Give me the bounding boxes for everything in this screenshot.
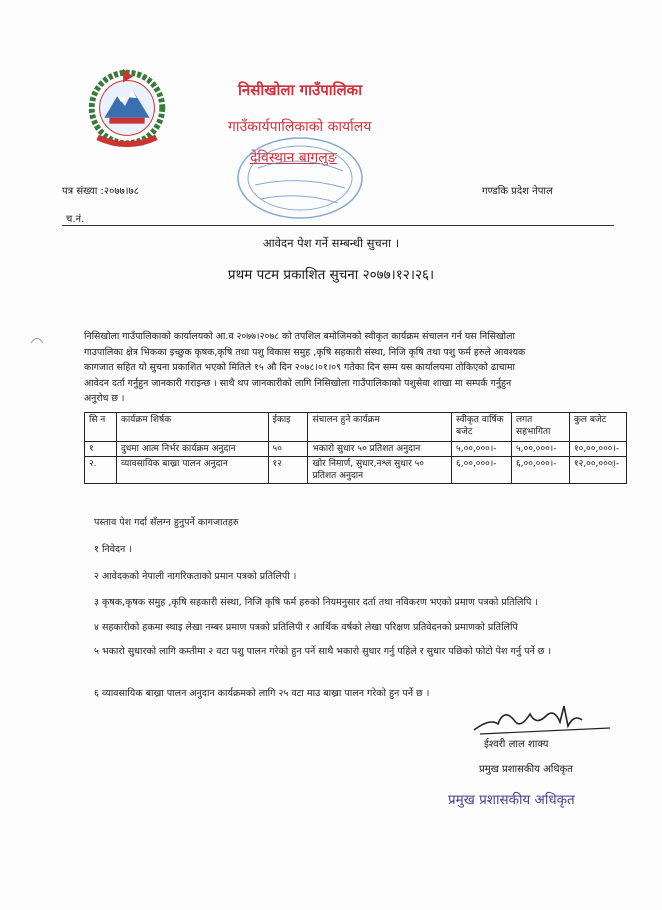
- municipality-emblem-icon: [78, 60, 176, 152]
- table-cell: भकारो सुधार ५० प्रतिशत अनुदान: [308, 442, 452, 457]
- header-divider: [62, 225, 614, 226]
- table-cell: १०,००,०००।-: [569, 442, 626, 457]
- column-header: कुल बजेट: [569, 413, 626, 442]
- notice-subject: आवेदन पेश गर्ने सम्बन्धी सुचना ।: [262, 236, 400, 250]
- attachments-heading: पस्ताव पेश गर्दा सँलग्न हुनुपर्ने कागजातहरु: [94, 517, 239, 528]
- signatory-title: प्रमुख प्रशासकीय अधिकृत: [479, 764, 573, 775]
- attachment-item: ३ कृषक,कृषक समुह ,कृषि सहकारी संस्था, निजि कृषि फर्म हरुको नियमनुसार दर्ता तथा नविकरण भएको प्रमाण पत्रको प्रतिलिपि ।: [94, 597, 538, 608]
- column-header: संचालन हुने कार्यक्रम: [308, 413, 452, 442]
- table-row: [85, 457, 627, 484]
- attachment-item: ४ सहकारीको हकमा स्थाइ लेखा नम्बर प्रमाण पत्रको प्रतिलिपी र आर्थिक वर्षको लेखा परिक्षण प्रतिवेदनको प्रमाणको प्रतिलिपि: [94, 622, 518, 633]
- table-cell: दुधमा आत्म निर्भर कार्यक्रम अनुदान: [116, 442, 268, 457]
- notice-body: [84, 329, 609, 407]
- column-header: सि न: [85, 413, 117, 442]
- table-cell: ५०: [268, 442, 308, 457]
- body-line: अनुरोध छ ।: [84, 393, 125, 405]
- body-line: गाउपालिका क्षेत्र भिकका इच्छुक कृषक,कृषि तथा पशु विकास समुह ,कृषि सहकारी संस्था, निजि कृषि तथा पशु फर्म हरुले आवश्यक: [84, 346, 526, 358]
- attachment-item: २ आवेदकको नेपाली नागरिकताको प्रमान पत्रको प्रतिलिपी ।: [94, 571, 297, 582]
- body-line: निसिखोला गाउँपालिकाको कार्यालयको आ.व २०७७।२०७८ को तपशिल बमोजिमको स्वीकृत कार्यक्रम संचालन गर्न यस निसिखोला: [84, 331, 515, 342]
- program-table: [84, 412, 627, 484]
- letter-number: पत्र संख्या :२०७७।७८: [62, 186, 139, 197]
- table-cell: खोर निमार्ण, सुधार,नश्ल सुधार ५० प्रतिशत अनुदान: [308, 457, 452, 484]
- table-cell: ६,००,०००।-: [452, 457, 512, 484]
- attachment-item: ५ भकारो सुधारको लागि कम्तीमा २ वटा पशु पालन गरेको हुन पर्ने साथै भकारो सुधार गर्नु पहिले र सुधार पछिको फोटो पेश गर्नु पर्ने छ ।: [94, 646, 552, 657]
- table-cell: ५,००,०००।-: [452, 442, 512, 457]
- designation-stamp: प्रमुख प्रशासकीय अधिकृत: [448, 792, 575, 808]
- body-line: कागजात सहित यो सुचना प्रकाशित भएको मितिले १५ औ दिन २०७८।०१।०९ गतेका दिन सम्म यस कार्यालयमा तोकिएको ढाचामा: [84, 362, 515, 374]
- office-seal-icon: [233, 133, 368, 223]
- column-header: लगत सहभागिता: [512, 413, 570, 442]
- municipality-name: निसीखोला गाउँपालिका: [238, 81, 363, 99]
- province-label: गण्डकि प्रदेश नेपाल: [482, 186, 553, 197]
- dispatch-number: च.नं.: [66, 214, 85, 225]
- table-cell: ५,००,०००।-: [512, 442, 570, 457]
- column-header: कार्यक्रम शिर्षक: [116, 413, 268, 442]
- punch-hole-mark-icon: [30, 334, 44, 344]
- table-cell: २.: [85, 457, 117, 484]
- table-cell: १२,००,०००।-: [569, 457, 626, 484]
- table-header-row: [85, 413, 627, 442]
- column-header: ईकाइ: [268, 413, 308, 442]
- signatory-name: ईश्वरी लाल शाक्य: [484, 739, 549, 750]
- table-row: [85, 442, 627, 457]
- signature-icon: [470, 700, 620, 740]
- table-cell: १: [85, 442, 117, 457]
- body-line: आवेदन दर्ता गर्नुहुन जानकारी गराइन्छ । साथै थप जानकारीको लागि निसिखोला गाउँपालिकाको पशुसेवा शाखा मा सम्पर्क गर्नुहुन: [84, 377, 512, 389]
- fold-mark-icon: [608, 459, 616, 469]
- office-name: गाउँकार्यपालिकाको कार्यालय: [228, 119, 372, 135]
- table-cell: ६,००,०००।-: [512, 457, 570, 484]
- attachment-item: ६ व्यावसायिक बाख्रा पालन अनुदान कार्यक्रमको लागि २५ वटा माउ बाख्रा पालन गरेको हुन पर्ने छ ।: [94, 688, 430, 699]
- office-address: देविस्थान बागलुङ: [250, 150, 337, 166]
- notice-title: प्रथम पटम प्रकाशित सुचना २०७७।१२।२६।: [227, 267, 435, 283]
- attachment-item: १ निवेदन ।: [94, 544, 132, 555]
- table-cell: व्यावसायिक बाख्रा पालन अनुदान: [116, 457, 268, 484]
- table-cell: १२: [268, 457, 308, 484]
- column-header: स्वीकृत वार्षिक बजेट: [452, 413, 512, 442]
